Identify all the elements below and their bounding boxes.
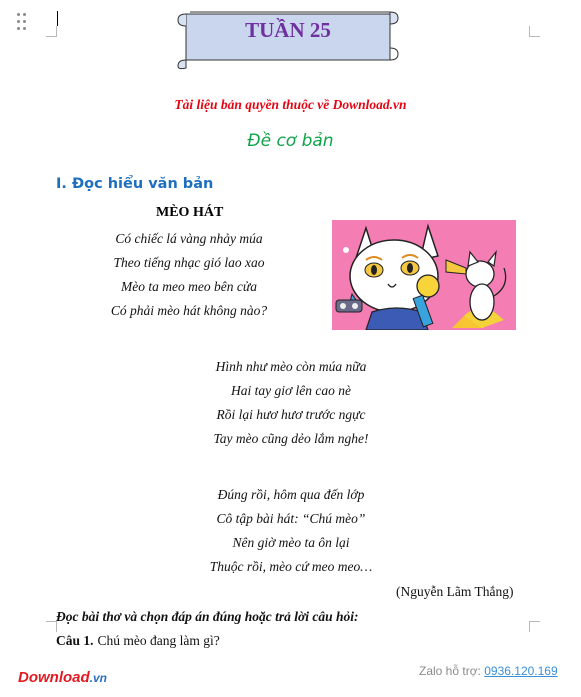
question-1-text: Chú mèo đang làm gì? <box>97 633 220 648</box>
copyright-notice: Tài liệu bản quyền thuộc về Download.vn <box>174 97 407 112</box>
poem-title: MÈO HÁT <box>156 205 224 220</box>
poem-line: Cô tập bài hát: “Chú mèo” <box>216 511 366 526</box>
logo-main-text: Download <box>18 669 90 686</box>
text-cursor <box>57 11 58 26</box>
poem-line: Hình như mèo còn múa nữa <box>215 359 367 374</box>
download-logo[interactable] <box>18 669 107 686</box>
drag-handle-icon[interactable] <box>17 13 27 31</box>
support-contact <box>419 664 558 678</box>
support-phone-link[interactable]: 0936.120.169 <box>484 664 558 678</box>
poem-line: Rồi lại hươ hươ trước ngực <box>216 407 366 422</box>
exam-subtitle: Đề cơ bản <box>247 131 334 151</box>
poem-stanza-1 <box>94 227 284 323</box>
instruction-text: Đọc bài thơ và chọn đáp án đúng hoặc trả lời câu hỏi: <box>56 609 359 624</box>
poem-line: Có phải mèo hát không nào? <box>110 303 268 318</box>
poem-line: Mèo ta meo meo bên cửa <box>121 279 257 294</box>
poem-line: Có chiếc lá vàng nhảy múa <box>115 231 263 246</box>
poem-author: (Nguyễn Lãm Thắng) <box>396 584 514 599</box>
support-label: Zalo hỗ trợ: <box>419 664 481 678</box>
poem-line: Nên giờ mèo ta ôn lại <box>232 535 350 550</box>
week-title: TUẦN 25 <box>245 18 331 42</box>
margin-corner-top-right <box>529 26 540 37</box>
poem-line: Thuộc rồi, mèo cứ meo meo… <box>209 559 373 574</box>
poem-line: Hai tay giơ lên cao nè <box>230 383 352 398</box>
logo-tld-text: .vn <box>89 671 108 685</box>
poem-line: Đúng rồi, hôm qua đến lớp <box>217 487 365 502</box>
week-banner <box>176 4 400 70</box>
margin-corner-bottom-right <box>529 621 540 632</box>
question-1-label: Câu 1. <box>56 633 94 648</box>
question-1 <box>56 633 220 649</box>
poem-line: Theo tiếng nhạc gió lao xao <box>113 255 265 270</box>
poem-stanza-2 <box>196 355 386 451</box>
poem-line: Tay mèo cũng dẻo lắm nghe! <box>213 431 369 446</box>
margin-corner-top-left <box>46 26 57 37</box>
poem-stanza-3 <box>196 483 386 579</box>
section-heading: I. Đọc hiểu văn bản <box>56 176 214 192</box>
cat-illustration <box>332 220 516 330</box>
